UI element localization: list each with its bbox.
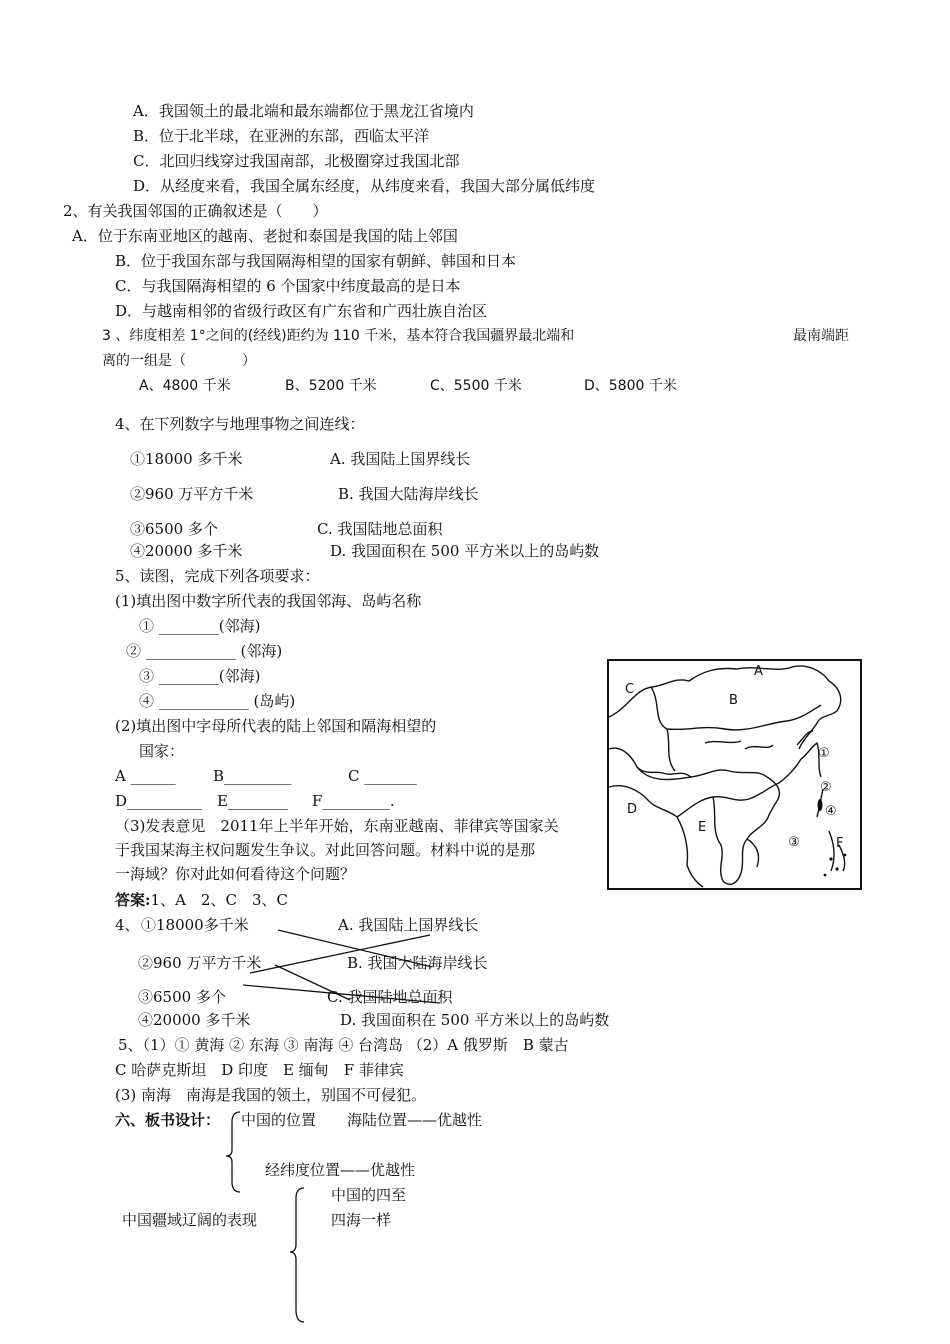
q3-stem: 3 、纬度相差 1°之间的(经线)距约为 110 千米，基本符合我国疆界最北端和 [102, 328, 575, 344]
q5-blank-a: A ______ [115, 767, 176, 785]
q1-option-c: C．北回归线穿过我国南部，北极圈穿过我国北部 [133, 152, 460, 170]
q2-option-a: A．位于东南亚地区的越南、老挝和泰国是我国的陆上邻国 [72, 227, 458, 245]
match-line [278, 930, 432, 967]
brace-left-2 [290, 1188, 304, 1322]
q1-option-d: D．从经度来看，我国全属东经度，从纬度来看，我国大部分属低纬度 [133, 177, 596, 195]
q4-left-item: ④20000 多千米 [130, 542, 243, 560]
answer-q4-right: C. 我国陆地总面积 [327, 988, 453, 1006]
q3-stem-end: 最南端距 [793, 328, 849, 344]
q1-option-a: A．我国领土的最北端和最东端都位于黑龙江省境内 [133, 102, 474, 120]
q4-right-item: B. 我国大陆海岸线长 [338, 485, 479, 503]
answer-q4-right: D. 我国面积在 500 平方米以上的岛屿数 [340, 1011, 610, 1029]
q5-sub2: (2)填出图中字母所代表的陆上邻国和隔海相望的 [115, 717, 437, 735]
answer-q4-left: ④20000 多千米 [138, 1011, 251, 1029]
q5-sub3-line3: 一海域？你对此如何看待这个问题？ [115, 865, 356, 883]
q2-option-b: B．位于我国东部与我国隔海相望的国家有朝鲜、韩国和日本 [115, 252, 517, 270]
board-item-extremes: 中国的四至 [331, 1186, 407, 1204]
q4-right-item: A. 我国陆上国界线长 [330, 450, 471, 468]
match-line [275, 965, 350, 1000]
q5-blank-b: B_________ [213, 767, 292, 785]
match-line [250, 935, 430, 973]
answer-q5-line1: 5、（1）① 黄海 ② 东海 ③ 南海 ④ 台湾岛 （2）A 俄罗斯 B 蒙古 [118, 1036, 569, 1054]
map-label-2: ② [820, 780, 832, 795]
map-label-e: E [698, 820, 707, 835]
answer-q4-right: B. 我国大陆海岸线长 [347, 954, 488, 972]
answer-q5-line3: (3) 南海 南海是我国的领土，别国不可侵犯。 [115, 1086, 427, 1104]
q5-blank-d: D__________ [115, 792, 203, 810]
board-item-position: 中国的位置 [241, 1111, 317, 1129]
answer-q5-line2: C 哈萨克斯坦 D 印度 E 缅甸 F 菲律宾 [115, 1061, 404, 1079]
q2-option-c: C．与我国隔海相望的 6 个国家中纬度最高的是日本 [115, 277, 461, 295]
q5-sub2-line2: 国家： [139, 742, 185, 760]
board-item-sea-land: 海陆位置——优越性 [347, 1111, 483, 1129]
q4-left-item: ①18000 多千米 [130, 450, 243, 468]
map-label-b: B [729, 693, 738, 708]
q2-stem: 2、有关我国邻国的正确叙述是（ ） [63, 202, 328, 220]
answer-q4-right: A. 我国陆上国界线长 [338, 916, 479, 934]
board-item-vast-territory: 中国疆域辽阔的表现 [122, 1211, 258, 1229]
map-label-f: F [836, 836, 844, 851]
q3-option-a: A、4800 千米 [139, 378, 231, 394]
q5-blank-f: F_________. [312, 792, 395, 810]
q4-left-item: ③6500 多个 [130, 520, 218, 538]
q5-stem: 5、读图，完成下列各项要求： [115, 567, 320, 585]
answer-q4-left: ①18000多千米 [141, 916, 249, 934]
q2-option-d: D．与越南相邻的省级行政区有广东省和广西壮族自治区 [115, 302, 488, 320]
map-label-1: ① [818, 746, 830, 761]
q5-sub3-line2: 于我国某海主权问题发生争议。对此回答问题。材料中说的是那 [115, 841, 536, 859]
map-label-3: ③ [788, 835, 800, 850]
board-item-latlong: 经纬度位置——优越性 [265, 1161, 416, 1179]
map-label-c: C [625, 682, 635, 697]
q4-stem: 4、在下列数字与地理事物之间连线： [115, 415, 365, 433]
answer-choices: 1、A 2、C 3、C [150, 891, 288, 909]
q4-right-item: C. 我国陆地总面积 [317, 520, 443, 538]
map-label-a: A [754, 664, 763, 679]
answer-q4-left: ③6500 多个 [138, 988, 226, 1006]
q3-stem-line2: 离的一组是（ ） [102, 353, 256, 369]
q4-left-item: ②960 万平方千米 [130, 485, 254, 503]
q3-option-d: D、5800 千米 [584, 378, 677, 394]
board-item-four-seas: 四海一样 [331, 1211, 392, 1229]
q5-blank-2: ② ____________ (邻海) [126, 642, 283, 660]
q5-sub3: （3)发表意见 2011年上半年开始，东南亚越南、菲律宾等国家关 [115, 817, 559, 835]
q3-option-c: C、5500 千米 [430, 378, 522, 394]
brace-left-1 [226, 1112, 240, 1192]
q5-blank-1: ① ________(邻海) [139, 617, 261, 635]
answer-label: 答案: [115, 891, 151, 909]
q3-option-b: B、5200 千米 [285, 378, 377, 394]
q4-right-item: D. 我国面积在 500 平方米以上的岛屿数 [330, 542, 600, 560]
match-line [243, 985, 440, 1003]
q5-blank-3: ③ ________(邻海) [139, 667, 261, 685]
map-label-d: D [627, 802, 638, 817]
board-heading: 六、板书设计： [115, 1111, 221, 1129]
map-label-4: ④ [825, 804, 837, 819]
q5-blank-c: C _______ [348, 767, 417, 785]
q1-option-b: B．位于北半球，在亚洲的东部，西临太平洋 [133, 127, 430, 145]
q5-blank-4: ④ ____________ (岛屿) [139, 692, 296, 710]
answer-q4-prefix: 4、 [115, 916, 140, 934]
q5-sub1: (1)填出图中数字所代表的我国邻海、岛屿名称 [115, 592, 422, 610]
answer-q4-left: ②960 万平方千米 [138, 954, 262, 972]
q5-blank-e: E________ [217, 792, 288, 810]
